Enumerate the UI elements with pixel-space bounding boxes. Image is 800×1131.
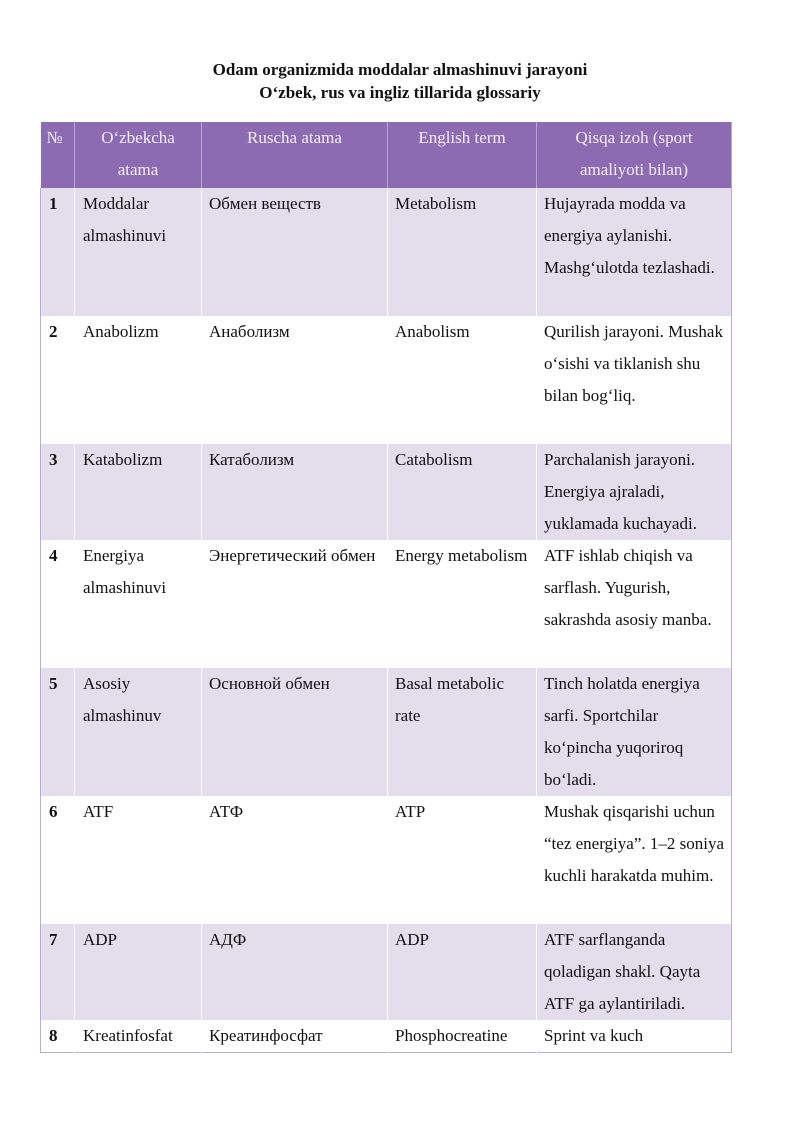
table-row <box>41 668 732 796</box>
uzbek-term: Energiya almashinuvi <box>75 540 202 668</box>
russian-term: АТФ <box>202 796 388 924</box>
header-description: Qisqa izoh (sport amaliyoti bilan) <box>537 122 732 188</box>
header-russian-term: Ruscha atama <box>202 122 388 188</box>
uzbek-term: Moddalar almashinuvi <box>75 188 202 316</box>
russian-term: Основной обмен <box>202 668 388 796</box>
russian-term: Анаболизм <box>202 316 388 444</box>
description: Parchalanish jarayoni. Energiya ajraladi, yuklamada kuchayadi. <box>544 450 697 533</box>
russian-term: Креатинфосфат <box>202 1020 388 1053</box>
description: ATF ishlab chiqish va sarflash. Yugurish, sakrashda asosiy manba. <box>544 546 712 629</box>
english-term: Metabolism <box>388 188 537 316</box>
table-row <box>41 316 732 444</box>
title-line-2: O‘zbek, rus va ingliz tillarida glossariy <box>259 83 541 102</box>
uzbek-term: Anabolizm <box>75 316 202 444</box>
table-header-row <box>41 122 732 188</box>
russian-term: Обмен веществ <box>202 188 388 316</box>
russian-term: Катаболизм <box>202 444 388 540</box>
row-number: 8 <box>41 1020 75 1053</box>
header-number: № <box>41 122 75 188</box>
uzbek-term: ATF <box>75 796 202 924</box>
row-number: 1 <box>41 188 75 316</box>
header-uzbek-term: O‘zbekcha atama <box>75 122 202 188</box>
english-term: ATP <box>388 796 537 924</box>
uzbek-term: Katabolizm <box>75 444 202 540</box>
row-number: 2 <box>41 316 75 444</box>
english-term: Phosphocreatine <box>388 1020 537 1053</box>
table-row <box>41 924 732 1020</box>
description: Sprint va kuch <box>544 1026 644 1045</box>
english-term: Catabolism <box>388 444 537 540</box>
description: Qurilish jarayoni. Mushak o‘sishi va tiklanish shu bilan bog‘liq. <box>544 322 723 405</box>
uzbek-term: ADP <box>75 924 202 1020</box>
row-number: 7 <box>41 924 75 1020</box>
uzbek-term: Asosiy almashinuv <box>75 668 202 796</box>
document-title <box>0 58 800 104</box>
table-row <box>41 1020 732 1053</box>
table-body <box>41 188 732 1053</box>
table-row <box>41 540 732 668</box>
english-term: Energy metabolism <box>388 540 537 668</box>
glossary-table <box>40 122 732 1053</box>
uzbek-term: Kreatinfosfat <box>75 1020 202 1053</box>
english-term: ADP <box>388 924 537 1020</box>
english-term: Anabolism <box>388 316 537 444</box>
table-row <box>41 796 732 924</box>
title-line-1: Odam organizmida moddalar almashinuvi jarayoni <box>212 60 588 79</box>
row-number: 3 <box>41 444 75 540</box>
english-term: Basal metabolic rate <box>388 668 537 796</box>
description: Tinch holatda energiya sarfi. Sportchilar ko‘pincha yuqoriroq bo‘ladi. <box>544 674 700 789</box>
russian-term: АДФ <box>202 924 388 1020</box>
russian-term: Энергетический обмен <box>202 540 388 668</box>
row-number: 6 <box>41 796 75 924</box>
description: Mushak qisqarishi uchun “tez energiya”. 1–2 soniya kuchli harakatda muhim. <box>544 802 725 885</box>
table-row <box>41 188 732 316</box>
row-number: 5 <box>41 668 75 796</box>
header-english-term: English term <box>388 122 537 188</box>
row-number: 4 <box>41 540 75 668</box>
description: Hujayrada modda va energiya aylanishi. Mashg‘ulotda tezlashadi. <box>544 194 715 277</box>
description: ATF sarflanganda qoladigan shakl. Qayta ATF ga aylantiriladi. <box>544 930 701 1013</box>
table-row <box>41 444 732 540</box>
